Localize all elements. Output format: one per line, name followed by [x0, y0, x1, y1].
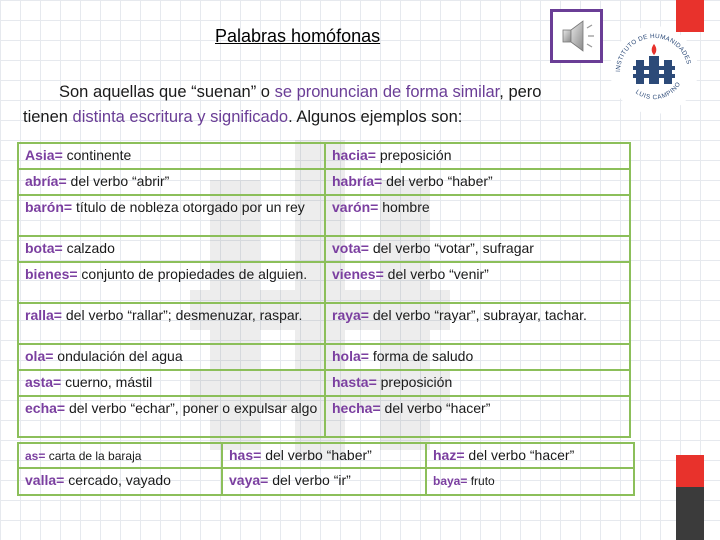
- table-row: [18, 236, 630, 262]
- intro-highlight-2: distinta escritura y significado: [72, 108, 289, 126]
- homophone-definition: calzado: [62, 240, 115, 256]
- table-cell: [18, 303, 325, 344]
- table-cell: [18, 143, 325, 169]
- table-cell: [325, 303, 630, 344]
- homophone-word: bota=: [25, 240, 63, 256]
- table-cell: [325, 195, 630, 236]
- table-row: [18, 443, 634, 468]
- homophone-word: vienes=: [332, 266, 384, 282]
- homophone-definition: del verbo “rayar”, subrayar, tachar.: [368, 307, 587, 323]
- intro-paragraph: [23, 80, 583, 130]
- table-row: [18, 262, 630, 303]
- homophone-word: habría=: [332, 173, 383, 189]
- homophone-word: bienes=: [25, 266, 78, 282]
- homophone-word: has=: [229, 447, 262, 463]
- audio-button[interactable]: [550, 9, 603, 63]
- table-cell: [325, 370, 630, 396]
- table-cell: [18, 370, 325, 396]
- homophone-definition: carta de la baraja: [45, 449, 142, 463]
- table-cell: [325, 344, 630, 370]
- table-cell: [18, 236, 325, 262]
- table-cell: [426, 443, 634, 468]
- homophone-definition: forma de saludo: [368, 348, 474, 364]
- homophone-word: vota=: [332, 240, 369, 256]
- homophone-definition: fruto: [467, 474, 495, 488]
- table-cell: [18, 262, 325, 303]
- table-row: [18, 370, 630, 396]
- table-cell: [325, 396, 630, 437]
- homophone-definition: del verbo “haber”: [261, 447, 372, 463]
- homophone-word: ralla=: [25, 307, 62, 323]
- homophone-word: barón=: [25, 199, 73, 215]
- table-row: [18, 303, 630, 344]
- intro-text-3: . Algunos ejemplos son:: [288, 108, 463, 126]
- homophone-word: haz=: [433, 447, 465, 463]
- speaker-icon: [557, 16, 597, 56]
- intro-text-2: , pero tienen: [23, 83, 542, 126]
- homophone-definition: del verbo “venir”: [383, 266, 489, 282]
- table-cell: [18, 195, 325, 236]
- homophone-definition: del verbo “hacer”: [464, 447, 575, 463]
- homophone-definition: del verbo “hacer”: [380, 400, 491, 416]
- table-cell: [18, 344, 325, 370]
- table-cell: [222, 468, 426, 495]
- table-cell: [325, 236, 630, 262]
- table-row: [18, 195, 630, 236]
- homophone-word: abría=: [25, 173, 67, 189]
- homophone-word: raya=: [332, 307, 369, 323]
- table-cell: [222, 443, 426, 468]
- homophone-definition: del verbo “rallar”; desmenuzar, raspar.: [61, 307, 303, 323]
- homophone-word: Asia=: [25, 147, 63, 163]
- homophone-word: echa=: [25, 400, 66, 416]
- red-accent-bar: [676, 455, 704, 487]
- dark-accent-bar: [676, 487, 704, 540]
- table-cell: [18, 169, 325, 195]
- homophone-word: hasta=: [332, 374, 377, 390]
- homophones-table: [17, 142, 631, 438]
- homophone-word: asta=: [25, 374, 62, 390]
- homophone-word: hola=: [332, 348, 369, 364]
- homophone-word: valla=: [25, 472, 65, 488]
- homophone-definition: preposición: [375, 147, 452, 163]
- intro-text-1: Son aquellas que “suenan” o: [59, 83, 275, 101]
- homophone-definition: cuerno, mástil: [61, 374, 153, 390]
- page-title: Palabras homófonas: [215, 26, 381, 46]
- table-row: [18, 169, 630, 195]
- homophone-definition: hombre: [378, 199, 430, 215]
- homophone-word: hecha=: [332, 400, 381, 416]
- logo-bottom-text: LUIS CAMPINO: [634, 80, 683, 102]
- homophone-word: hacia=: [332, 147, 376, 163]
- table-cell: [325, 143, 630, 169]
- table-cell: [18, 396, 325, 437]
- homophone-word: as=: [25, 449, 46, 463]
- table-row: [18, 344, 630, 370]
- homophone-definition: preposición: [376, 374, 453, 390]
- homophone-definition: del verbo “votar”, sufragar: [368, 240, 534, 256]
- table-cell: [325, 169, 630, 195]
- homophone-definition: conjunto de propiedades de alguien.: [77, 266, 308, 282]
- table-cell: [325, 262, 630, 303]
- homophone-word: varón=: [332, 199, 379, 215]
- homophone-definition: del verbo “abrir”: [66, 173, 170, 189]
- homophone-word: vaya=: [229, 472, 269, 488]
- table-row: [18, 143, 630, 169]
- institution-logo: [608, 22, 700, 114]
- table-row: [18, 468, 634, 495]
- table-cell: [426, 468, 634, 495]
- homophone-definition: continente: [62, 147, 132, 163]
- homophone-definition: título de nobleza otorgado por un rey: [72, 199, 305, 215]
- intro-highlight-1: se pronuncian de forma similar: [274, 83, 500, 101]
- homophone-definition: ondulación del agua: [53, 348, 183, 364]
- table-cell: [18, 443, 222, 468]
- homophones-table-three-col: [17, 442, 635, 496]
- homophone-definition: del verbo “ir”: [268, 472, 351, 488]
- table-cell: [18, 468, 222, 495]
- table-row: [18, 396, 630, 437]
- homophone-definition: cercado, vayado: [64, 472, 171, 488]
- homophone-word: ola=: [25, 348, 54, 364]
- logo-arc-text: INSTITUTO DE HUMANIDADES: [614, 32, 693, 73]
- homophone-definition: del verbo “echar”, poner o expulsar algo: [65, 400, 318, 416]
- homophone-definition: del verbo “haber”: [382, 173, 493, 189]
- homophone-word: baya=: [433, 474, 468, 488]
